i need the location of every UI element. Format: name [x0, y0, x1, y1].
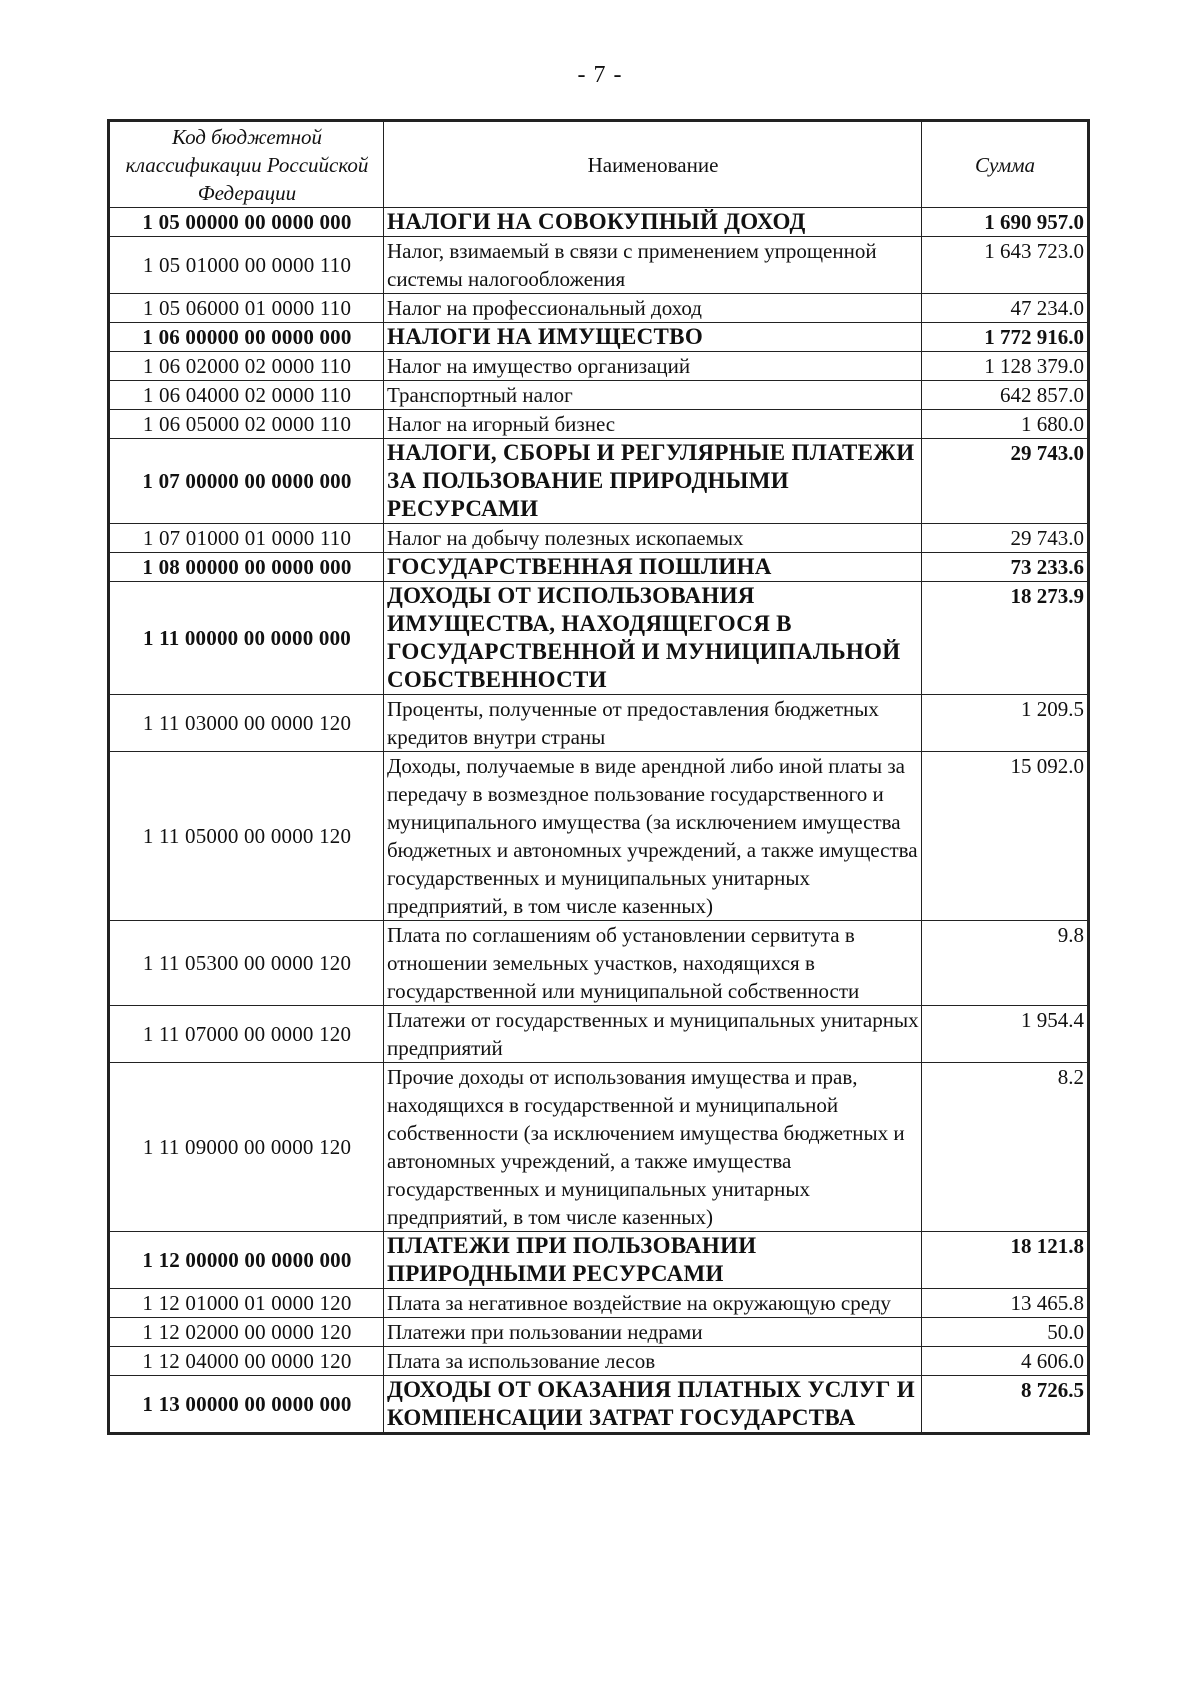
table-row — [109, 1376, 1089, 1434]
table-row — [109, 294, 1089, 323]
item-name-cell: НАЛОГИ НА СОВОКУПНЫЙ ДОХОД — [384, 208, 922, 237]
item-name-cell: Прочие доходы от использования имущества и прав, находящихся в государственной и муниципальной собственности (за исключением имущества бюджетных и автономных учреждений, а также имущества государственных и муниципальных унитарных предприятий, в том числе казенных) — [384, 1063, 922, 1232]
item-name-cell: НАЛОГИ НА ИМУЩЕСТВО — [384, 323, 922, 352]
table-row — [109, 439, 1089, 524]
item-name-cell: Плата по соглашениям об установлении сервитута в отношении земельных участков, находящихся в государственной или муниципальной собственности — [384, 921, 922, 1006]
item-name-cell: Налог, взимаемый в связи с применением упрощенной системы налогообложения — [384, 237, 922, 294]
budget-code-cell: 1 12 04000 00 0000 120 — [109, 1347, 384, 1376]
header-code: Код бюджетной классификации Российской Федерации — [109, 121, 384, 208]
table-row — [109, 208, 1089, 237]
item-name-cell: Налог на профессиональный доход — [384, 294, 922, 323]
item-name-cell: Налог на добычу полезных ископаемых — [384, 524, 922, 553]
table-row — [109, 323, 1089, 352]
amount-cell: 1 690 957.0 — [922, 208, 1089, 237]
item-name-cell: Транспортный налог — [384, 381, 922, 410]
table-row — [109, 1289, 1089, 1318]
table-row — [109, 1347, 1089, 1376]
budget-code-cell: 1 05 00000 00 0000 000 — [109, 208, 384, 237]
amount-cell: 1 643 723.0 — [922, 237, 1089, 294]
header-name: Наименование — [384, 121, 922, 208]
item-name-cell: Платежи от государственных и муниципальных унитарных предприятий — [384, 1006, 922, 1063]
table-row — [109, 381, 1089, 410]
amount-cell: 47 234.0 — [922, 294, 1089, 323]
budget-code-cell: 1 07 01000 01 0000 110 — [109, 524, 384, 553]
amount-cell: 1 680.0 — [922, 410, 1089, 439]
amount-cell: 9.8 — [922, 921, 1089, 1006]
budget-code-cell: 1 06 02000 02 0000 110 — [109, 352, 384, 381]
amount-cell: 642 857.0 — [922, 381, 1089, 410]
item-name-cell: Налог на имущество организаций — [384, 352, 922, 381]
budget-code-cell: 1 12 00000 00 0000 000 — [109, 1232, 384, 1289]
amount-cell: 4 606.0 — [922, 1347, 1089, 1376]
amount-cell: 29 743.0 — [922, 524, 1089, 553]
budget-code-cell: 1 13 00000 00 0000 000 — [109, 1376, 384, 1434]
budget-code-cell: 1 11 09000 00 0000 120 — [109, 1063, 384, 1232]
amount-cell: 13 465.8 — [922, 1289, 1089, 1318]
amount-cell: 1 954.4 — [922, 1006, 1089, 1063]
table-row — [109, 352, 1089, 381]
budget-code-cell: 1 05 01000 00 0000 110 — [109, 237, 384, 294]
amount-cell: 8 726.5 — [922, 1376, 1089, 1434]
budget-code-cell: 1 11 07000 00 0000 120 — [109, 1006, 384, 1063]
budget-code-cell: 1 05 06000 01 0000 110 — [109, 294, 384, 323]
amount-cell: 18 121.8 — [922, 1232, 1089, 1289]
budget-code-cell: 1 06 00000 00 0000 000 — [109, 323, 384, 352]
amount-cell: 1 209.5 — [922, 695, 1089, 752]
item-name-cell: Налог на игорный бизнес — [384, 410, 922, 439]
item-name-cell: ДОХОДЫ ОТ ИСПОЛЬЗОВАНИЯ ИМУЩЕСТВА, НАХОДЯЩЕГОСЯ В ГОСУДАРСТВЕННОЙ И МУНИЦИПАЛЬНОЙ СОБСТВЕННОСТИ — [384, 582, 922, 695]
table-row — [109, 1318, 1089, 1347]
table-row — [109, 237, 1089, 294]
budget-revenue-table — [107, 119, 1090, 1435]
budget-code-cell: 1 06 05000 02 0000 110 — [109, 410, 384, 439]
item-name-cell: ПЛАТЕЖИ ПРИ ПОЛЬЗОВАНИИ ПРИРОДНЫМИ РЕСУРСАМИ — [384, 1232, 922, 1289]
table-row — [109, 1232, 1089, 1289]
budget-code-cell: 1 06 04000 02 0000 110 — [109, 381, 384, 410]
table-row — [109, 524, 1089, 553]
amount-cell: 1 128 379.0 — [922, 352, 1089, 381]
budget-code-cell: 1 11 05300 00 0000 120 — [109, 921, 384, 1006]
item-name-cell: ДОХОДЫ ОТ ОКАЗАНИЯ ПЛАТНЫХ УСЛУГ И КОМПЕНСАЦИИ ЗАТРАТ ГОСУДАРСТВА — [384, 1376, 922, 1434]
table-row — [109, 695, 1089, 752]
budget-code-cell: 1 11 00000 00 0000 000 — [109, 582, 384, 695]
table-row — [109, 1006, 1089, 1063]
table-row — [109, 921, 1089, 1006]
header-sum: Сумма — [922, 121, 1089, 208]
item-name-cell: Плата за использование лесов — [384, 1347, 922, 1376]
budget-code-cell: 1 08 00000 00 0000 000 — [109, 553, 384, 582]
budget-code-cell: 1 12 01000 01 0000 120 — [109, 1289, 384, 1318]
item-name-cell: ГОСУДАРСТВЕННАЯ ПОШЛИНА — [384, 553, 922, 582]
budget-code-cell: 1 12 02000 00 0000 120 — [109, 1318, 384, 1347]
page-number: - 7 - — [577, 62, 623, 88]
budget-code-cell: 1 11 05000 00 0000 120 — [109, 752, 384, 921]
item-name-cell: Доходы, получаемые в виде арендной либо иной платы за передачу в возмездное пользование государственного и муниципального имущества (за исключением имущества бюджетных и автономных учреждений, а также имущества государственных и муниципальных унитарных предприятий, в том числе казенных) — [384, 752, 922, 921]
table-row — [109, 553, 1089, 582]
item-name-cell: Плата за негативное воздействие на окружающую среду — [384, 1289, 922, 1318]
amount-cell: 8.2 — [922, 1063, 1089, 1232]
table-row — [109, 752, 1089, 921]
item-name-cell: Платежи при пользовании недрами — [384, 1318, 922, 1347]
amount-cell: 50.0 — [922, 1318, 1089, 1347]
amount-cell: 18 273.9 — [922, 582, 1089, 695]
item-name-cell: Проценты, полученные от предоставления бюджетных кредитов внутри страны — [384, 695, 922, 752]
table-row — [109, 410, 1089, 439]
table-body — [109, 208, 1089, 1434]
table-row — [109, 582, 1089, 695]
item-name-cell: НАЛОГИ, СБОРЫ И РЕГУЛЯРНЫЕ ПЛАТЕЖИ ЗА ПОЛЬЗОВАНИЕ ПРИРОДНЫМИ РЕСУРСАМИ — [384, 439, 922, 524]
budget-code-cell: 1 11 03000 00 0000 120 — [109, 695, 384, 752]
amount-cell: 29 743.0 — [922, 439, 1089, 524]
budget-code-cell: 1 07 00000 00 0000 000 — [109, 439, 384, 524]
amount-cell: 15 092.0 — [922, 752, 1089, 921]
table-row — [109, 1063, 1089, 1232]
table-header-row — [109, 121, 1089, 208]
amount-cell: 73 233.6 — [922, 553, 1089, 582]
amount-cell: 1 772 916.0 — [922, 323, 1089, 352]
